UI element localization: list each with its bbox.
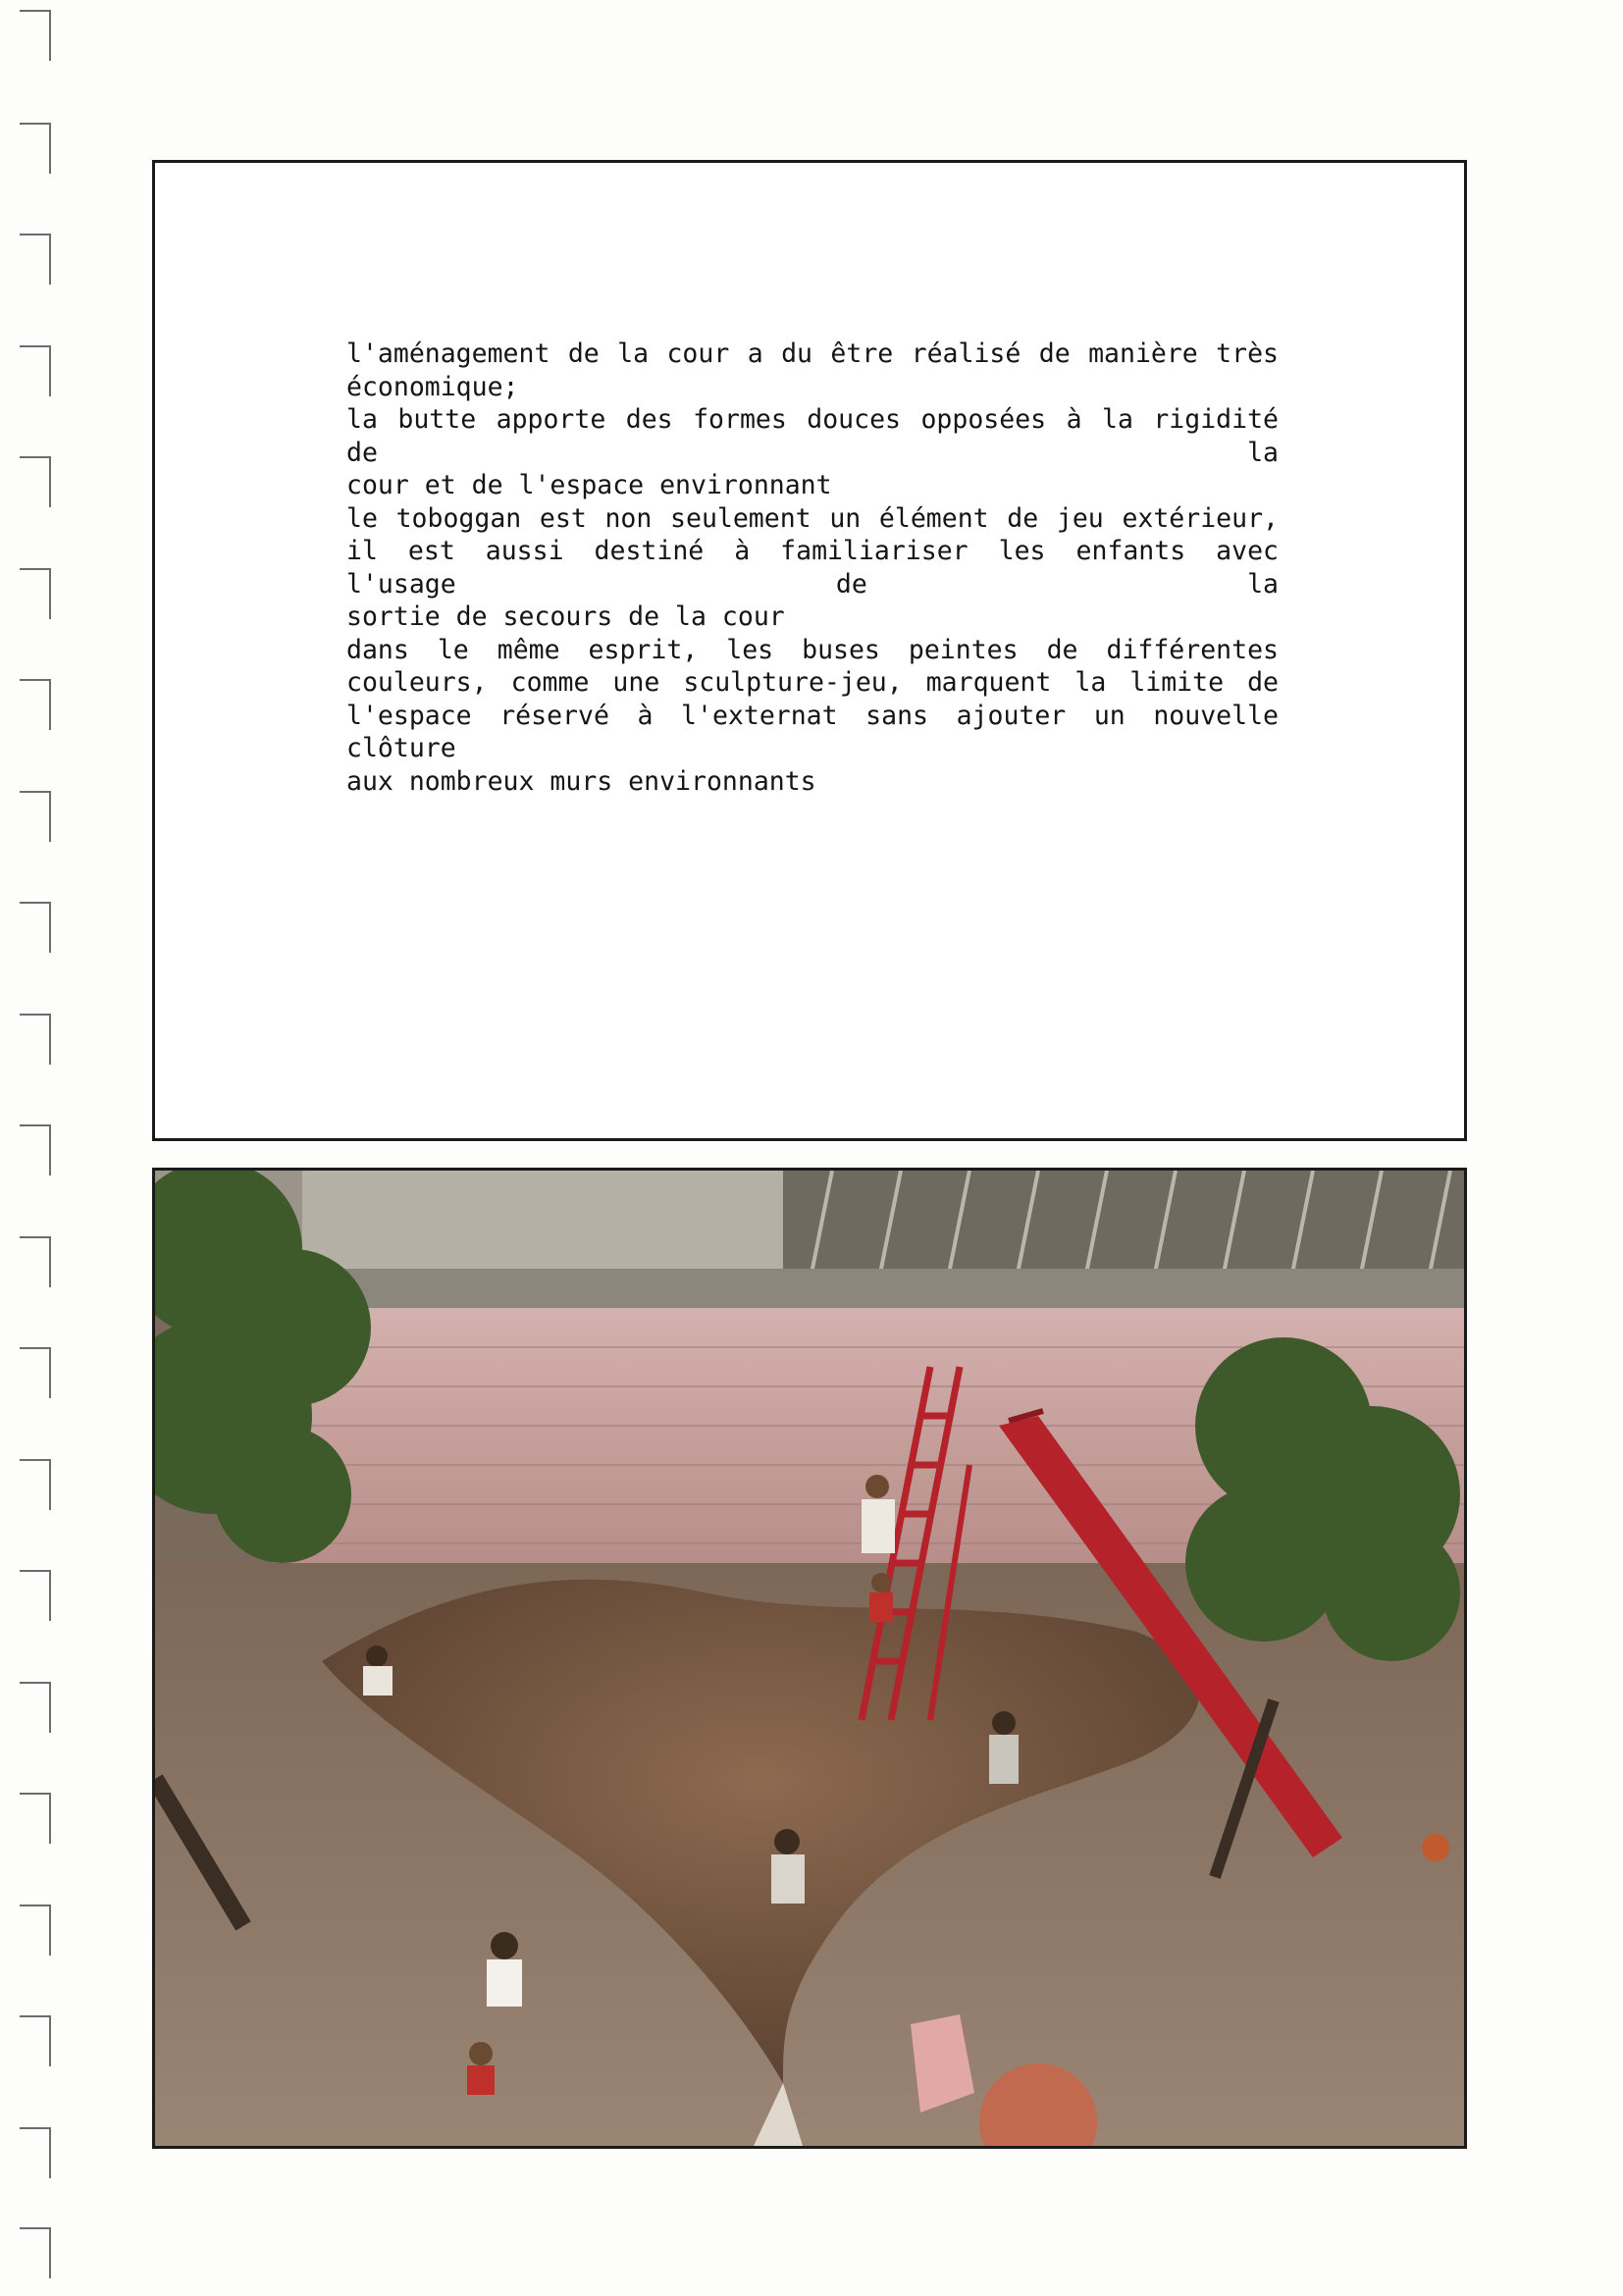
text-line: sortie de secours de la cour: [346, 601, 785, 632]
text-box: [152, 160, 1467, 1141]
photograph-icon: [155, 1171, 1464, 2146]
text-line: économique;: [346, 371, 519, 402]
text-line: l'espace réservé à l'externat sans ajouter un nouvelle clôture: [346, 700, 1279, 763]
binder-holes: [20, 10, 59, 2286]
text-line: dans le même esprit, les buses peintes de différentes: [346, 634, 1279, 665]
text-line: aux nombreux murs environnants: [346, 765, 816, 797]
text-line: l'aménagement de la cour a du être réalisé de manière très: [346, 339, 1279, 369]
text-line: le toboggan est non seulement un élément de jeu extérieur,: [346, 502, 1279, 534]
schoolyard-photo: [152, 1168, 1467, 2149]
body-text: [346, 338, 1279, 798]
text-line: cour et de l'espace environnant: [346, 470, 832, 500]
text-line: couleurs, comme une sculpture-jeu, marquent la limite de: [346, 667, 1279, 698]
text-line: il est aussi destiné à familiariser les enfants avec l'usage de la: [346, 536, 1279, 600]
text-line: la butte apporte des formes douces opposées à la rigidité de la: [346, 404, 1279, 468]
